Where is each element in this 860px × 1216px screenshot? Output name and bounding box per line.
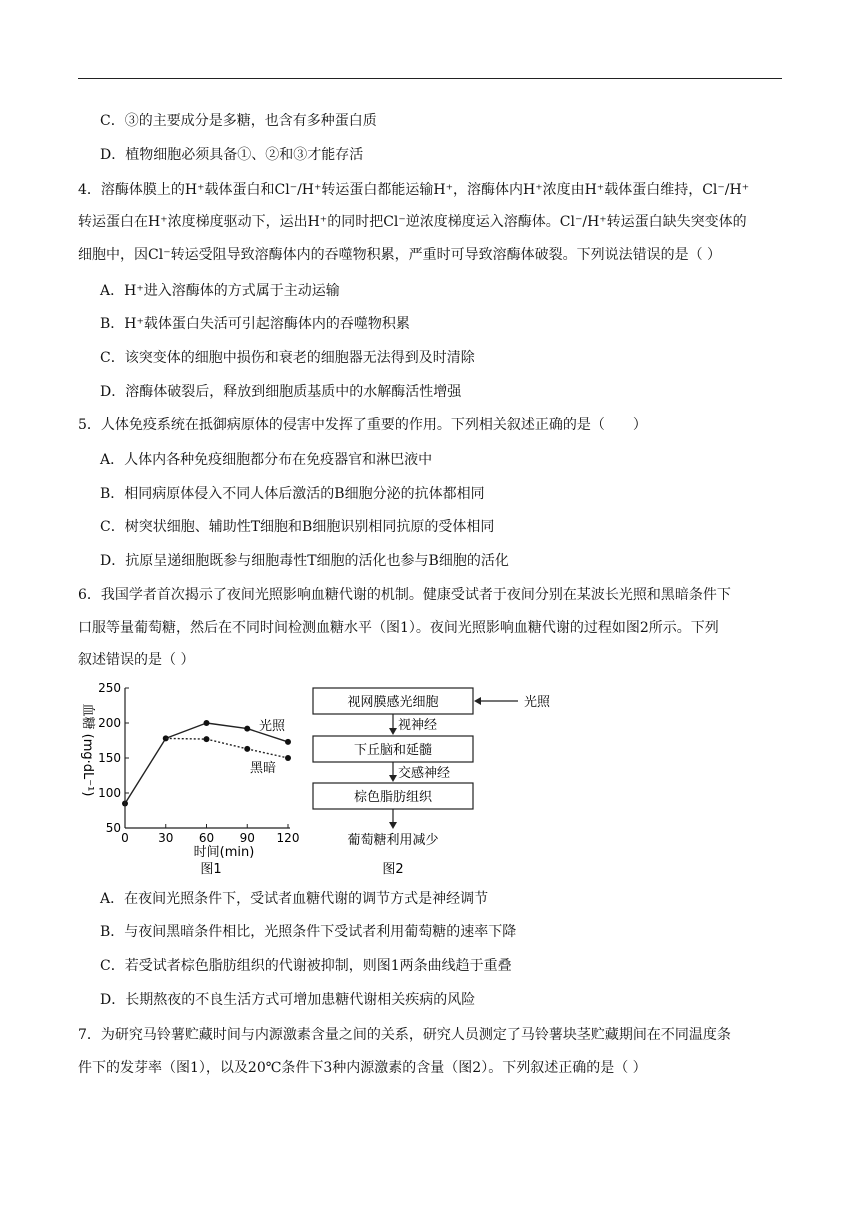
light-label: 光照 [524, 695, 550, 710]
q4-stem-line-2: 转运蛋白在H⁺浓度梯度驱动下，运出H⁺的同时把Cl⁻逆浓度梯度运入溶酶体。Cl⁻/H⁺转运蛋白缺失突变体的 [78, 214, 747, 230]
x-tick-label: 30 [158, 831, 174, 845]
y-tick-label: 250 [98, 681, 121, 695]
q6-option-a: A．在夜间光照条件下，受试者血糖代谢的调节方式是神经调节 [100, 891, 489, 907]
q6-figures [70, 680, 550, 880]
series-dark-segment [166, 738, 207, 739]
arrow-1-head [389, 728, 397, 735]
series-label-light: 光照 [259, 719, 286, 734]
q4-option-d: D．溶酶体破裂后，释放到细胞质基质中的水解酶活性增强 [100, 384, 462, 400]
light-arrow-head [474, 697, 481, 705]
q5-option-c: C．树突状细胞、辅助性T细胞和B细胞识别相同抗原的受体相同 [100, 519, 495, 535]
q5-option-d: D．抗原呈递细胞既参与细胞毒性T细胞的活化也参与B细胞的活化 [100, 553, 509, 569]
series-dark-segment [207, 739, 248, 749]
series-light-segment [207, 723, 248, 729]
series-light-point [244, 726, 250, 732]
y-ticks [98, 681, 129, 835]
box-retina-cells [313, 688, 473, 714]
result-label: 葡萄糖利用减少 [347, 833, 439, 848]
q7-stem-line-2: 件下的发芽率（图1），以及20℃条件下3种内源激素的含量（图2）。下列叙述正确的是（ ） [78, 1060, 647, 1076]
arrow-2-head [389, 775, 397, 782]
figure2-diagram [313, 688, 550, 877]
q6-option-b: B．与夜间黑暗条件相比，光照条件下受试者利用葡萄糖的速率下降 [100, 924, 517, 940]
series-dark-segment [247, 749, 288, 758]
x-tick-label: 0 [121, 831, 129, 845]
header-rule [78, 78, 782, 79]
x-ticks [121, 824, 299, 845]
x-tick-label: 90 [239, 831, 255, 845]
q6-option-c: C．若受试者棕色脂肪组织的代谢被抑制，则图1两条曲线趋于重叠 [100, 958, 512, 974]
box-hypothalamus-label: 下丘脑和延髓 [353, 743, 433, 758]
arrow-3-head [389, 822, 397, 829]
q4-option-a: A．H⁺进入溶酶体的方式属于主动运输 [100, 283, 340, 299]
q4-stem-line-1: 4．溶酶体膜上的H⁺载体蛋白和Cl⁻/H⁺转运蛋白都能运输H⁺，溶酶体内H⁺浓度由H⁺载体蛋白维持，Cl⁻/H⁺ [78, 182, 750, 198]
x-tick-label: 120 [276, 831, 300, 845]
figure2-caption: 图2 [382, 862, 404, 877]
figure1-caption: 图1 [200, 862, 222, 877]
box-retina-label: 视网膜感光细胞 [347, 695, 439, 710]
series-label-dark: 黑暗 [250, 761, 277, 776]
q7-stem-line-1: 7．为研究马铃薯贮藏时间与内源激素含量之间的关系，研究人员测定了马铃薯块茎贮藏期间在不同温度条 [78, 1027, 731, 1043]
y-tick-label: 150 [98, 751, 121, 765]
q6-stem-line-2: 口服等量葡萄糖，然后在不同时间检测血糖水平（图1）。夜间光照影响血糖代谢的过程如图2所示。下列 [78, 620, 719, 636]
y-tick-label: 100 [98, 786, 121, 800]
q6-option-d: D．长期熬夜的不良生活方式可增加患糖代谢相关疾病的风险 [100, 992, 476, 1008]
series-light-point [285, 739, 291, 745]
q4-option-b: B．H⁺载体蛋白失活可引起溶酶体内的吞噬物积累 [100, 316, 410, 332]
box-hypothalamus [313, 736, 473, 762]
q6-stem-line-3: 叙述错误的是（ ） [78, 652, 195, 668]
box-brown-fat [313, 783, 473, 809]
arrow-2-label: 交感神经 [398, 766, 451, 781]
q4-option-c: C．该突变体的细胞中损伤和衰老的细胞器无法得到及时清除 [100, 350, 475, 366]
y-axis-label: 血糖 (mg·dL⁻¹) [80, 703, 95, 797]
box-brown-fat-label: 棕色脂肪组织 [353, 790, 433, 805]
q6-stem-line-1: 6．我国学者首次揭示了夜间光照影响血糖代谢的机制。健康受试者于夜间分别在某波长光照和黑暗条件下 [78, 587, 731, 603]
q5-option-b: B．相同病原体侵入不同人体后激活的B细胞分泌的抗体都相同 [100, 486, 485, 502]
series-light-segment [166, 723, 207, 738]
q5-option-a: A．人体内各种免疫细胞都分布在免疫器官和淋巴液中 [100, 452, 433, 468]
series-light-point [204, 720, 210, 726]
q4-stem-line-3: 细胞中，因Cl⁻转运受阻导致溶酶体内的吞噬物积累，严重时可导致溶酶体破裂。下列说法错误的是（ ） [78, 247, 722, 263]
x-axis-label: 时间(min) [193, 845, 255, 860]
q5-stem: 5．人体免疫系统在抵御病原体的侵害中发挥了重要的作用。下列相关叙述正确的是（ ） [78, 417, 647, 433]
series-dark-point [285, 755, 291, 761]
series-dark-point [244, 746, 250, 752]
x-tick-label: 60 [198, 831, 215, 845]
arrow-1-label: 视神经 [398, 718, 438, 733]
y-tick-label: 50 [105, 821, 121, 835]
q3-option-c: C．③的主要成分是多糖，也含有多种蛋白质 [100, 113, 377, 129]
q3-option-d: D．植物细胞必须具备①、②和③才能存活 [100, 147, 364, 163]
y-tick-label: 200 [98, 716, 121, 730]
series-dark-point [204, 736, 210, 742]
series-light-segment [125, 738, 166, 803]
